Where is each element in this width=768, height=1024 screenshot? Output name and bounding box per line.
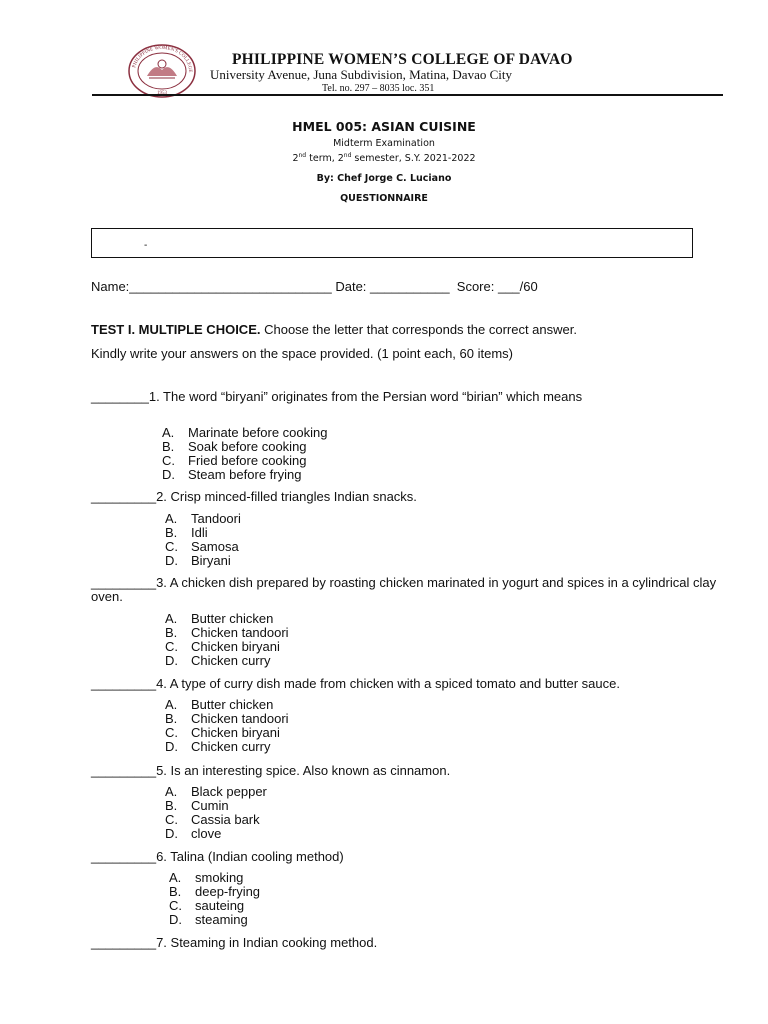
- option: B. Idli: [165, 525, 208, 540]
- option: C. Cassia bark: [165, 812, 260, 827]
- name-date-score-line: Name:____________________________ Date: ___________ Score: ___/60: [91, 279, 538, 294]
- options-1: [162, 426, 327, 482]
- box-mark: -: [144, 240, 148, 251]
- college-address: University Avenue, Juna Subdivision, Matina, Davao City: [210, 67, 512, 82]
- course-title: HMEL 005: ASIAN CUISINE: [292, 119, 476, 134]
- options-6: [169, 871, 260, 927]
- question-3: _________3. A chicken dish prepared by roasting chicken marinated in yogurt and spices in a cylindrical clay oven.: [91, 575, 717, 604]
- option: C. Chicken biryani: [165, 639, 280, 654]
- college-seal: [127, 44, 197, 98]
- option: D. steaming: [169, 912, 248, 927]
- test-instructions: Kindly write your answers on the space provided. (1 point each, 60 items): [91, 346, 513, 361]
- document-label: QUESTIONNAIRE: [340, 193, 428, 204]
- option: A. Tandoori: [165, 511, 241, 526]
- college-tel: Tel. no. 297 – 8035 loc. 351: [322, 83, 435, 94]
- question-7: _________7. Steaming in Indian cooking method.: [91, 935, 378, 950]
- exam-type: Midterm Examination: [333, 138, 435, 149]
- option: D. Chicken curry: [165, 739, 271, 754]
- option: D. Chicken curry: [165, 653, 271, 668]
- options-5: [165, 785, 267, 841]
- option: C. Chicken biryani: [165, 725, 280, 740]
- term-line: 2nd term, 2nd semester, S.Y. 2021-2022: [292, 152, 476, 165]
- option: C. Samosa: [165, 539, 239, 554]
- seal-year: 1953: [157, 91, 167, 96]
- test-heading: TEST I. MULTIPLE CHOICE. Choose the letter that corresponds the correct answer.: [91, 322, 577, 337]
- option: A. Butter chicken: [165, 697, 274, 712]
- instruction-box: [91, 228, 693, 258]
- option: B. deep-frying: [169, 884, 261, 899]
- option: B. Chicken tandoori: [165, 625, 289, 640]
- options-2: [165, 512, 241, 568]
- option: A. Black pepper: [165, 784, 267, 799]
- college-name: PHILIPPINE WOMEN’S COLLEGE OF DAVAO: [232, 51, 573, 68]
- option: D. clove: [165, 826, 222, 841]
- option: B. Chicken tandoori: [165, 711, 289, 726]
- options-4: [165, 698, 289, 754]
- option: C. Fried before cooking: [162, 453, 307, 468]
- option: B. Cumin: [165, 798, 229, 813]
- option: B. Soak before cooking: [162, 439, 307, 454]
- header-divider: [92, 94, 723, 96]
- question-5: _________5. Is an interesting spice. Also known as cinnamon.: [91, 763, 451, 778]
- question-4: _________4. A type of curry dish made from chicken with a spiced tomato and butter sauce.: [91, 676, 620, 691]
- option: A. Butter chicken: [165, 611, 274, 626]
- option: A. smoking: [169, 870, 244, 885]
- seal-text: PHILIPPINE WOMEN'S COLLEGE: [132, 45, 193, 73]
- question-2: _________2. Crisp minced-filled triangles Indian snacks.: [91, 489, 417, 504]
- option: A. Marinate before cooking: [162, 425, 328, 440]
- option: C. sauteing: [169, 898, 245, 913]
- author: By: Chef Jorge C. Luciano: [316, 173, 452, 184]
- option: D. Steam before frying: [162, 467, 302, 482]
- option: D. Biryani: [165, 553, 231, 568]
- question-1: ________1. The word “biryani” originates from the Persian word “birian” which means: [91, 389, 583, 404]
- question-6: _________6. Talina (Indian cooling method): [91, 849, 344, 864]
- options-3: [165, 612, 289, 668]
